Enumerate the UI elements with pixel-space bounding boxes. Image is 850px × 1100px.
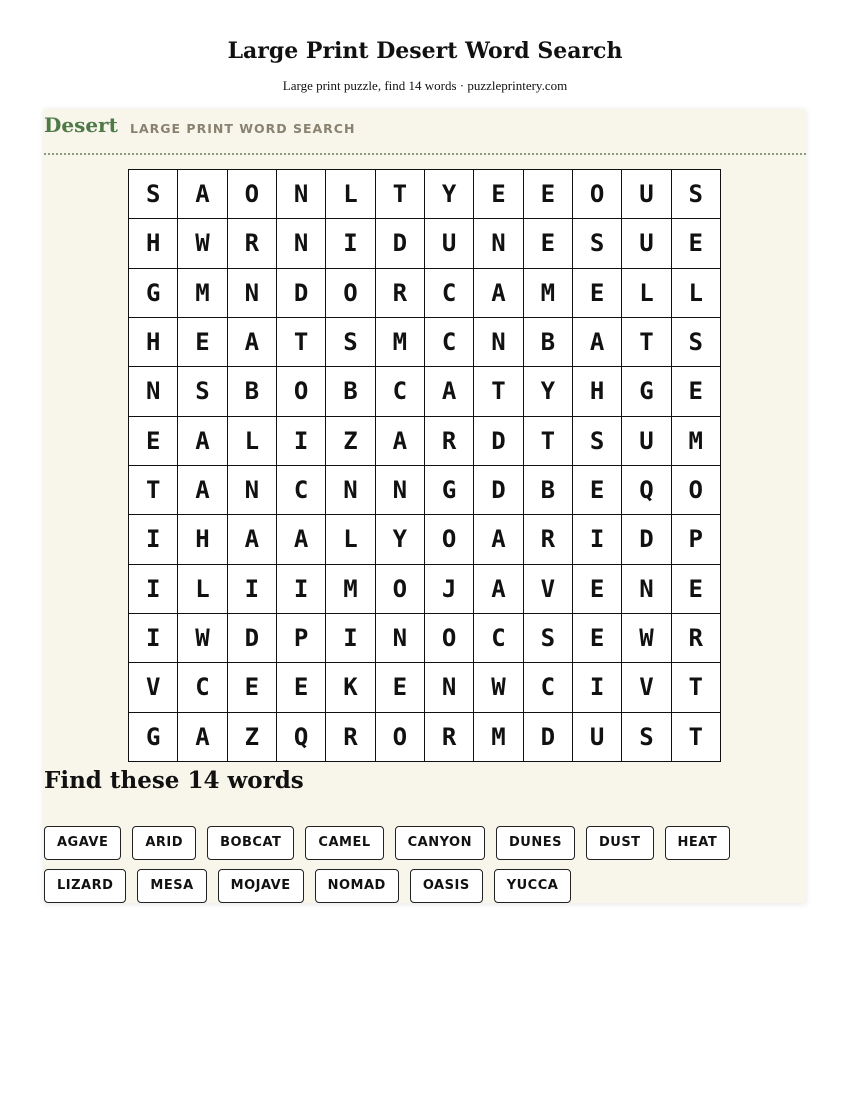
grid-cell[interactable]: E bbox=[129, 417, 178, 466]
grid-cell[interactable]: E bbox=[672, 219, 721, 268]
grid-cell[interactable]: O bbox=[277, 367, 326, 416]
grid-cell[interactable]: E bbox=[228, 663, 277, 712]
grid-cell[interactable]: S bbox=[178, 367, 227, 416]
grid-cell[interactable]: C bbox=[524, 663, 573, 712]
grid-cell[interactable]: N bbox=[228, 269, 277, 318]
page-title: Large Print Desert Word Search bbox=[227, 38, 623, 64]
grid-cell[interactable]: N bbox=[474, 318, 523, 367]
theme-label: Desert bbox=[44, 113, 118, 137]
grid-cell[interactable]: V bbox=[524, 565, 573, 614]
grid-cell[interactable]: D bbox=[474, 417, 523, 466]
puzzle-card bbox=[44, 109, 806, 903]
grid-cell[interactable]: O bbox=[425, 614, 474, 663]
word-chip: DUST bbox=[586, 826, 654, 860]
grid-cell[interactable]: I bbox=[129, 515, 178, 564]
grid-cell[interactable]: R bbox=[376, 269, 425, 318]
grid-cell[interactable]: G bbox=[129, 713, 178, 762]
grid-cell[interactable]: B bbox=[524, 466, 573, 515]
word-chip: MOJAVE bbox=[218, 869, 304, 903]
grid-cell[interactable]: N bbox=[474, 219, 523, 268]
word-chip: BOBCAT bbox=[207, 826, 294, 860]
grid-cell[interactable]: E bbox=[672, 565, 721, 614]
grid-cell[interactable]: L bbox=[672, 269, 721, 318]
grid-cell[interactable]: I bbox=[326, 219, 375, 268]
grid-cell[interactable]: A bbox=[178, 713, 227, 762]
grid-cell[interactable]: I bbox=[326, 614, 375, 663]
grid-cell[interactable]: I bbox=[277, 417, 326, 466]
grid-cell[interactable]: S bbox=[129, 170, 178, 219]
grid-cell[interactable]: S bbox=[524, 614, 573, 663]
grid-cell[interactable]: C bbox=[474, 614, 523, 663]
card-kicker: LARGE PRINT WORD SEARCH bbox=[130, 121, 356, 136]
grid-cell[interactable]: A bbox=[277, 515, 326, 564]
grid-cell[interactable]: E bbox=[573, 269, 622, 318]
grid-cell[interactable]: A bbox=[425, 367, 474, 416]
grid-cell[interactable]: D bbox=[474, 466, 523, 515]
grid-cell[interactable]: S bbox=[672, 170, 721, 219]
word-chip: AGAVE bbox=[44, 826, 121, 860]
grid-cell[interactable]: M bbox=[326, 565, 375, 614]
grid-cell[interactable]: L bbox=[178, 565, 227, 614]
grid-cell[interactable]: R bbox=[672, 614, 721, 663]
grid-cell[interactable]: N bbox=[376, 466, 425, 515]
grid-cell[interactable]: Q bbox=[277, 713, 326, 762]
grid-cell[interactable]: U bbox=[622, 417, 671, 466]
grid-cell[interactable]: N bbox=[326, 466, 375, 515]
grid-cell[interactable]: L bbox=[326, 170, 375, 219]
grid-cell[interactable]: E bbox=[573, 614, 622, 663]
grid-cell[interactable]: E bbox=[573, 466, 622, 515]
grid-cell[interactable]: A bbox=[178, 170, 227, 219]
word-chip: MESA bbox=[137, 869, 206, 903]
grid-cell[interactable]: I bbox=[573, 663, 622, 712]
grid-cell[interactable]: E bbox=[277, 663, 326, 712]
grid-cell[interactable]: I bbox=[277, 565, 326, 614]
word-bank bbox=[44, 826, 784, 903]
card-header bbox=[44, 109, 806, 155]
grid-cell[interactable]: A bbox=[228, 515, 277, 564]
grid-cell[interactable]: C bbox=[178, 663, 227, 712]
grid-cell[interactable]: N bbox=[622, 565, 671, 614]
grid-cell[interactable]: Z bbox=[326, 417, 375, 466]
grid-cell[interactable]: T bbox=[622, 318, 671, 367]
grid-cell[interactable]: O bbox=[376, 713, 425, 762]
grid-cell[interactable]: T bbox=[277, 318, 326, 367]
grid-cell[interactable]: N bbox=[376, 614, 425, 663]
grid-cell[interactable]: S bbox=[573, 219, 622, 268]
grid-cell[interactable]: O bbox=[425, 515, 474, 564]
grid-cell[interactable]: C bbox=[277, 466, 326, 515]
grid-cell[interactable]: C bbox=[376, 367, 425, 416]
grid-cell[interactable]: A bbox=[376, 417, 425, 466]
word-chip: CAMEL bbox=[305, 826, 383, 860]
grid-cell[interactable]: A bbox=[178, 466, 227, 515]
grid-cell[interactable]: T bbox=[672, 663, 721, 712]
grid-cell[interactable]: O bbox=[672, 466, 721, 515]
grid-cell[interactable]: N bbox=[129, 367, 178, 416]
grid-cell[interactable]: I bbox=[129, 614, 178, 663]
grid-cell[interactable]: B bbox=[524, 318, 573, 367]
grid-cell[interactable]: N bbox=[277, 170, 326, 219]
grid-cell[interactable]: U bbox=[573, 713, 622, 762]
grid-cell[interactable]: Y bbox=[425, 170, 474, 219]
grid-cell[interactable]: H bbox=[573, 367, 622, 416]
grid-cell[interactable]: Q bbox=[622, 466, 671, 515]
word-chip: CANYON bbox=[395, 826, 485, 860]
grid-cell[interactable]: I bbox=[573, 515, 622, 564]
grid-cell[interactable]: E bbox=[178, 318, 227, 367]
grid-cell[interactable]: T bbox=[474, 367, 523, 416]
word-chip: NOMAD bbox=[315, 869, 399, 903]
grid-cell[interactable]: L bbox=[622, 269, 671, 318]
grid-cell[interactable]: U bbox=[425, 219, 474, 268]
grid-cell[interactable]: W bbox=[474, 663, 523, 712]
grid-cell[interactable]: G bbox=[622, 367, 671, 416]
grid-cell[interactable]: E bbox=[524, 170, 573, 219]
grid-cell[interactable]: D bbox=[622, 515, 671, 564]
grid-cell[interactable]: H bbox=[178, 515, 227, 564]
grid-cell[interactable]: A bbox=[228, 318, 277, 367]
grid-cell[interactable]: S bbox=[672, 318, 721, 367]
grid-cell[interactable]: Y bbox=[376, 515, 425, 564]
grid-cell[interactable]: U bbox=[622, 170, 671, 219]
grid-cell[interactable]: P bbox=[672, 515, 721, 564]
grid-cell[interactable]: M bbox=[376, 318, 425, 367]
grid-cell[interactable]: K bbox=[326, 663, 375, 712]
grid-cell[interactable]: E bbox=[474, 170, 523, 219]
grid-cell[interactable]: O bbox=[228, 170, 277, 219]
word-chip: LIZARD bbox=[44, 869, 126, 903]
grid-cell[interactable]: E bbox=[376, 663, 425, 712]
grid-cell[interactable]: D bbox=[524, 713, 573, 762]
grid-cell[interactable]: D bbox=[376, 219, 425, 268]
grid-cell[interactable]: A bbox=[474, 515, 523, 564]
word-chip: ARID bbox=[132, 826, 196, 860]
grid-cell[interactable]: T bbox=[672, 713, 721, 762]
grid-cell[interactable]: I bbox=[129, 565, 178, 614]
grid-cell[interactable]: W bbox=[178, 614, 227, 663]
grid-cell[interactable]: O bbox=[376, 565, 425, 614]
page-subtitle: Large print puzzle, find 14 words · puzzleprintery.com bbox=[282, 78, 568, 93]
grid-cell[interactable]: J bbox=[425, 565, 474, 614]
grid-cell[interactable]: R bbox=[425, 417, 474, 466]
grid-cell[interactable]: R bbox=[524, 515, 573, 564]
grid-cell[interactable]: L bbox=[228, 417, 277, 466]
grid-cell[interactable]: M bbox=[178, 269, 227, 318]
grid-cell[interactable]: L bbox=[326, 515, 375, 564]
grid-cell[interactable]: T bbox=[376, 170, 425, 219]
grid-cell[interactable]: H bbox=[129, 219, 178, 268]
word-list-heading: Find these 14 words bbox=[44, 767, 304, 794]
grid-cell[interactable]: A bbox=[474, 269, 523, 318]
grid-cell[interactable]: V bbox=[129, 663, 178, 712]
grid-cell[interactable]: A bbox=[573, 318, 622, 367]
grid-cell[interactable]: T bbox=[524, 417, 573, 466]
grid-cell[interactable]: W bbox=[622, 614, 671, 663]
grid-cell[interactable]: M bbox=[672, 417, 721, 466]
grid-cell[interactable]: D bbox=[277, 269, 326, 318]
grid-cell[interactable]: E bbox=[524, 219, 573, 268]
grid-cell[interactable]: O bbox=[326, 269, 375, 318]
grid-cell[interactable]: R bbox=[326, 713, 375, 762]
grid-cell[interactable]: B bbox=[228, 367, 277, 416]
grid-cell[interactable]: C bbox=[425, 269, 474, 318]
grid-cell[interactable]: B bbox=[326, 367, 375, 416]
grid-cell[interactable]: R bbox=[425, 713, 474, 762]
grid-cell[interactable]: M bbox=[524, 269, 573, 318]
grid-cell[interactable]: Z bbox=[228, 713, 277, 762]
grid-cell[interactable]: W bbox=[178, 219, 227, 268]
grid-cell[interactable]: E bbox=[573, 565, 622, 614]
grid-cell[interactable]: Y bbox=[524, 367, 573, 416]
grid-cell[interactable]: O bbox=[573, 170, 622, 219]
grid-cell[interactable]: N bbox=[277, 219, 326, 268]
word-chip: HEAT bbox=[665, 826, 731, 860]
word-chip: DUNES bbox=[496, 826, 575, 860]
grid-cell[interactable]: G bbox=[129, 269, 178, 318]
grid-cell[interactable]: N bbox=[425, 663, 474, 712]
grid-cell[interactable]: P bbox=[277, 614, 326, 663]
grid-cell[interactable]: V bbox=[622, 663, 671, 712]
grid-cell[interactable]: H bbox=[129, 318, 178, 367]
grid-cell[interactable]: S bbox=[573, 417, 622, 466]
grid-cell[interactable]: I bbox=[228, 565, 277, 614]
grid-cell[interactable]: A bbox=[474, 565, 523, 614]
grid-cell[interactable]: D bbox=[228, 614, 277, 663]
grid-cell[interactable]: A bbox=[178, 417, 227, 466]
grid-cell[interactable]: U bbox=[622, 219, 671, 268]
grid-cell[interactable]: G bbox=[425, 466, 474, 515]
letter-grid bbox=[128, 169, 721, 762]
grid-cell[interactable]: E bbox=[672, 367, 721, 416]
grid-cell[interactable]: S bbox=[622, 713, 671, 762]
grid-cell[interactable]: N bbox=[228, 466, 277, 515]
grid-cell[interactable]: M bbox=[474, 713, 523, 762]
grid-cell[interactable]: C bbox=[425, 318, 474, 367]
grid-cell[interactable]: R bbox=[228, 219, 277, 268]
grid-cell[interactable]: S bbox=[326, 318, 375, 367]
grid-cell[interactable]: T bbox=[129, 466, 178, 515]
word-chip: YUCCA bbox=[494, 869, 572, 903]
word-chip: OASIS bbox=[410, 869, 483, 903]
